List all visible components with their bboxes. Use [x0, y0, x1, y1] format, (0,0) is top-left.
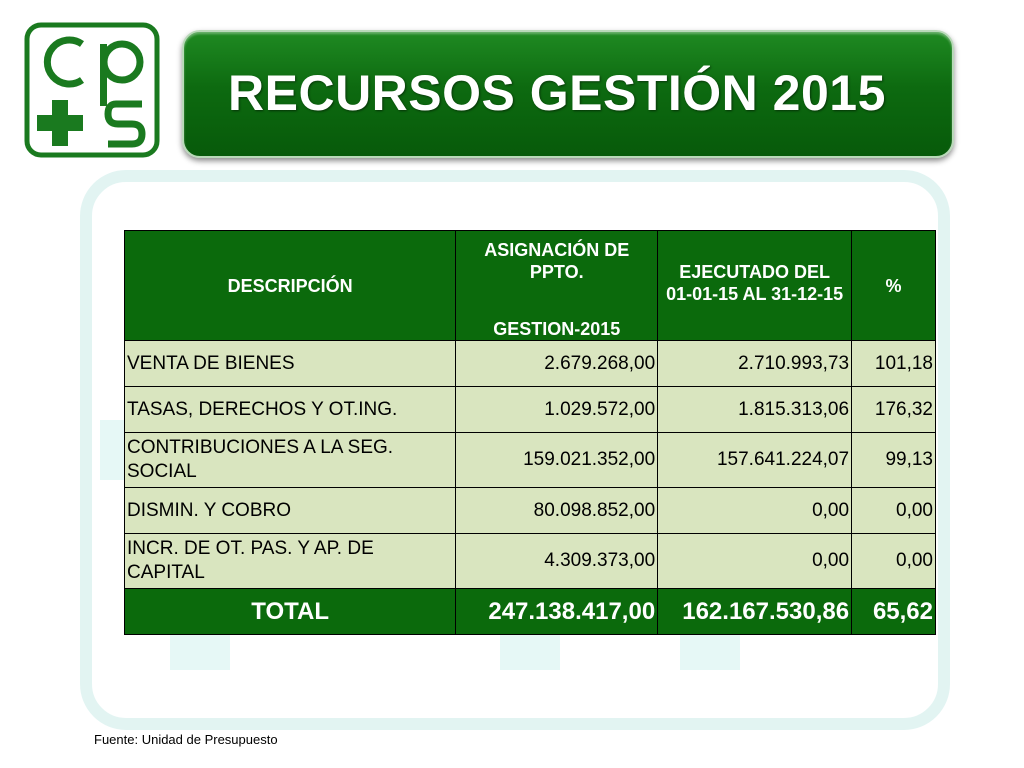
- cell-descripcion: DISMIN. Y COBRO: [125, 488, 456, 534]
- cell-porcentaje: 99,13: [852, 433, 936, 488]
- total-ejecutado: 162.167.530,86: [658, 589, 852, 635]
- cell-asignacion: 80.098.852,00: [456, 488, 658, 534]
- cell-descripcion: VENTA DE BIENES: [125, 341, 456, 387]
- cell-ejecutado: 1.815.313,06: [658, 387, 852, 433]
- header-descripcion: DESCRIPCIÓN: [125, 231, 456, 341]
- table-row: [125, 341, 936, 387]
- cell-asignacion: 159.021.352,00: [456, 433, 658, 488]
- header-ejecutado-bottom: 01-01-15 AL 31-12-15: [658, 283, 852, 341]
- total-row: [125, 589, 936, 635]
- cell-asignacion: 2.679.268,00: [456, 341, 658, 387]
- total-label: TOTAL: [125, 589, 456, 635]
- cell-descripcion: CONTRIBUCIONES A LA SEG. SOCIAL: [125, 433, 456, 488]
- cell-ejecutado: 157.641.224,07: [658, 433, 852, 488]
- cell-porcentaje: 0,00: [852, 488, 936, 534]
- cell-porcentaje: 176,32: [852, 387, 936, 433]
- budget-table: [124, 230, 936, 635]
- table-row: [125, 433, 936, 488]
- header-asignacion-bottom: GESTION-2015: [456, 283, 658, 341]
- cell-porcentaje: 101,18: [852, 341, 936, 387]
- title-banner: [182, 30, 954, 158]
- table-row: [125, 534, 936, 589]
- cell-porcentaje: 0,00: [852, 534, 936, 589]
- cell-asignacion: 4.309.373,00: [456, 534, 658, 589]
- cell-ejecutado: 2.710.993,73: [658, 341, 852, 387]
- header-ejecutado-top: EJECUTADO DEL: [658, 231, 852, 284]
- page-title: RECURSOS GESTIÓN 2015: [228, 65, 886, 121]
- cell-ejecutado: 0,00: [658, 488, 852, 534]
- table-row: [125, 488, 936, 534]
- source-note: Fuente: Unidad de Presupuesto: [94, 732, 278, 747]
- cell-descripcion: INCR. DE OT. PAS. Y AP. DE CAPITAL: [125, 534, 456, 589]
- cell-descripcion: TASAS, DERECHOS Y OT.ING.: [125, 387, 456, 433]
- total-asignacion: 247.138.417,00: [456, 589, 658, 635]
- cps-logo: [24, 22, 160, 158]
- table-row: [125, 387, 936, 433]
- total-porcentaje: 65,62: [852, 589, 936, 635]
- cell-ejecutado: 0,00: [658, 534, 852, 589]
- cell-asignacion: 1.029.572,00: [456, 387, 658, 433]
- header-porcentaje: %: [852, 231, 936, 341]
- header-asignacion-top: ASIGNACIÓN DE PPTO.: [456, 231, 658, 284]
